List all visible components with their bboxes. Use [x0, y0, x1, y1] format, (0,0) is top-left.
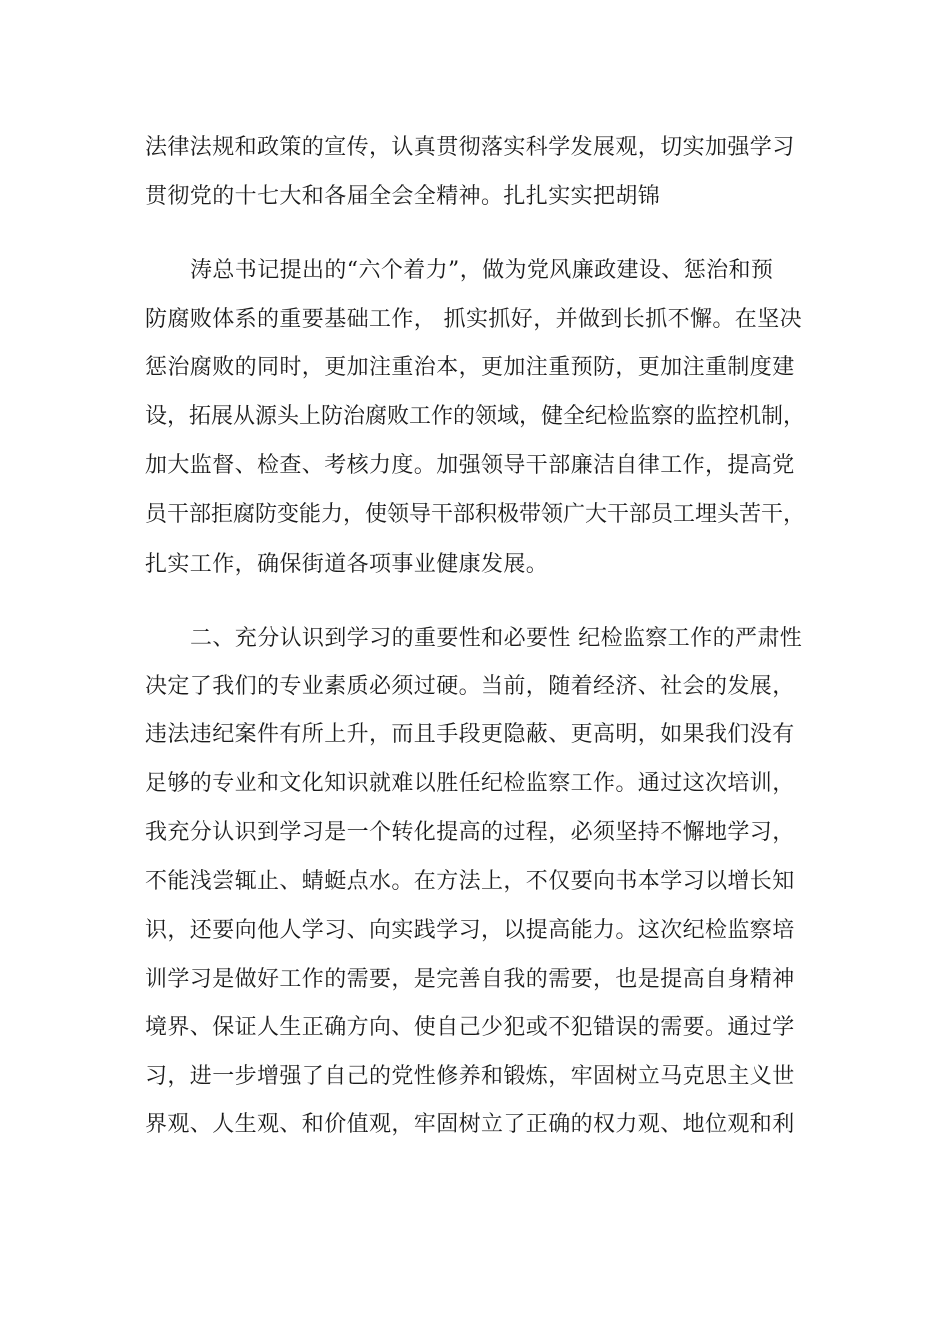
- text-line: 训学习是做好工作的需要，是完善自我的需要，也是提高自身精神: [145, 967, 795, 992]
- text-line: 法律法规和政策的宣传，认真贯彻落实科学发展观，切实加强学习: [145, 135, 795, 160]
- text-line: 我充分认识到学习是一个转化提高的过程，必须坚持不懈地学习，: [145, 820, 795, 845]
- text-line: 涛总书记提出的“六个着力”，做为党风廉政建设、惩治和预: [190, 258, 774, 283]
- text-line: 加大监督、检查、考核力度。加强领导干部廉洁自律工作，提高党: [145, 453, 795, 478]
- text-line: 违法违纪案件有所上升，而且手段更隐蔽、更高明，如果我们没有: [145, 722, 795, 747]
- text-line: 境界、保证人生正确方向、使自己少犯或不犯错误的需要。通过学: [145, 1015, 795, 1040]
- text-line: 贯彻党的十七大和各届全会全精神。扎扎实实把胡锦: [145, 184, 661, 209]
- text-line: 设，拓展从源头上防治腐败工作的领域，健全纪检监察的监控机制，: [145, 404, 806, 429]
- text-line: 惩治腐败的同时，更加注重治本，更加注重预防，更加注重制度建: [145, 355, 795, 380]
- text-line: 防腐败体系的重要基础工作， 抓实抓好，并做到长抓不懈。在坚决: [145, 307, 802, 332]
- text-line: 不能浅尝辄止、蜻蜓点水。在方法上，不仅要向书本学习以增长知: [145, 869, 795, 894]
- text-line: 习，进一步增强了自己的党性修养和锻炼，牢固树立马克思主义世: [145, 1064, 795, 1089]
- text-line: 二、充分认识到学习的重要性和必要性 纪检监察工作的严肃性: [190, 626, 803, 651]
- text-line: 足够的专业和文化知识就难以胜任纪检监察工作。通过这次培训，: [145, 771, 795, 796]
- text-line: 员干部拒腐防变能力，使领导干部积极带领广大干部员工埋头苦干，: [145, 502, 806, 527]
- text-line: 识，还要向他人学习、向实践学习，以提高能力。这次纪检监察培: [145, 918, 795, 943]
- text-line: 界观、人生观、和价值观，牢固树立了正确的权力观、地位观和利: [145, 1112, 795, 1137]
- text-line: 决定了我们的专业素质必须过硬。当前，随着经济、社会的发展，: [145, 674, 795, 699]
- text-line: 扎实工作，确保街道各项事业健康发展。: [145, 552, 549, 577]
